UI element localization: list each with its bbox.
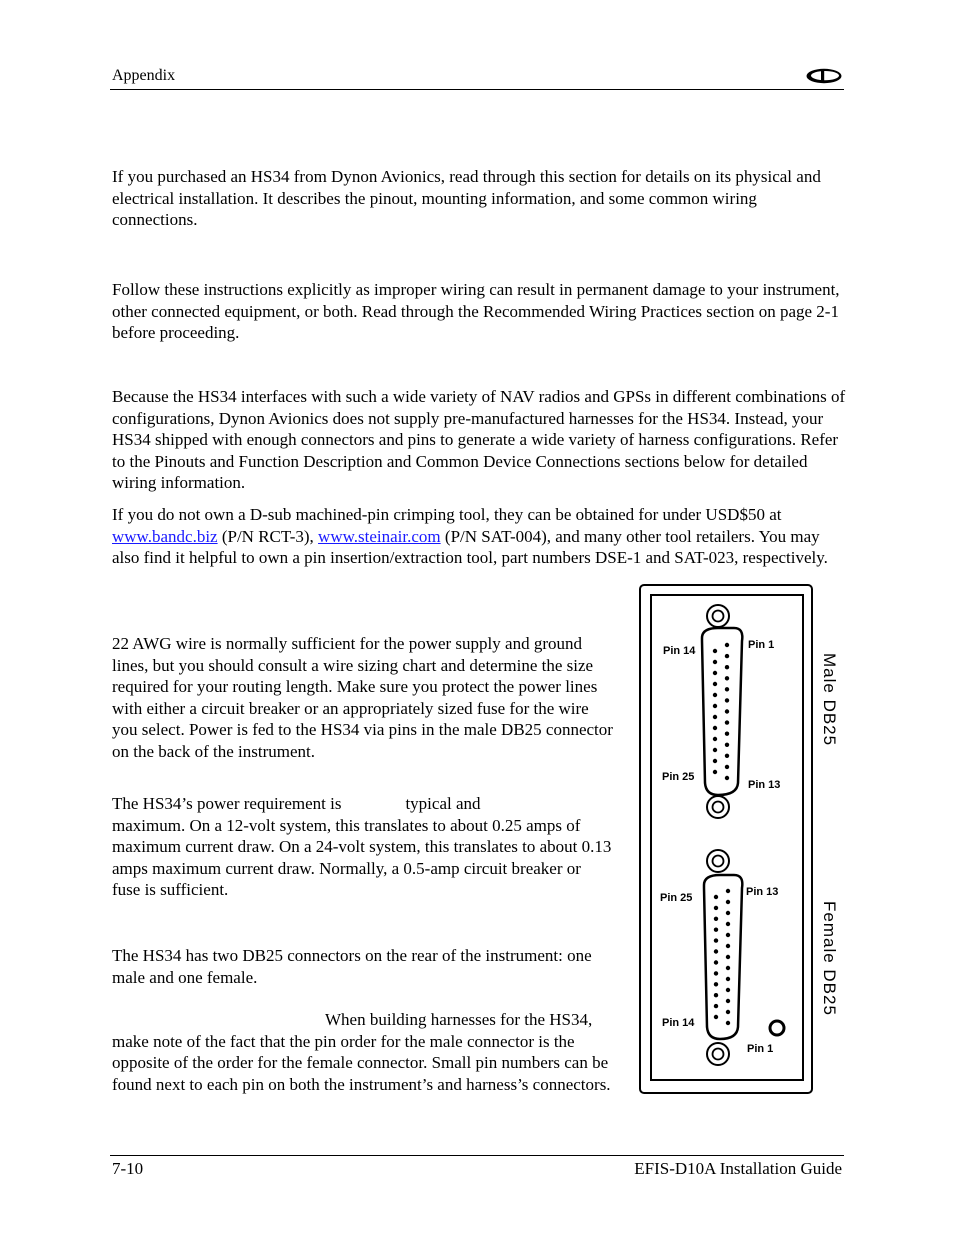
female-pin [726, 966, 730, 970]
steinair-link[interactable]: www.steinair.com [318, 526, 441, 546]
female-pin [714, 993, 718, 997]
female-pin [726, 922, 730, 926]
male-pin-bottom-right-label: Pin 13 [748, 779, 781, 791]
female-pin [726, 933, 730, 937]
power-requirement-paragraph [112, 793, 612, 901]
bandc-link[interactable]: www.bandc.biz [112, 526, 218, 546]
female-pin [714, 938, 718, 942]
female-pin [714, 971, 718, 975]
male-pin-top-left-label: Pin 14 [663, 645, 696, 657]
male-pin [725, 709, 729, 713]
male-pin [725, 754, 729, 758]
crimp-text-1: If you do not own a D-sub machined-pin crimping tool, they can be obtained for under USD$50 at [112, 505, 782, 524]
female-pin [714, 895, 718, 899]
male-pin [725, 676, 729, 680]
female-pin [726, 889, 730, 893]
male-pin [713, 682, 717, 686]
header-rule [110, 89, 844, 90]
female-pin [726, 955, 730, 959]
db25-connector-figure [638, 583, 842, 1097]
female-pin [726, 999, 730, 1003]
male-pin [713, 737, 717, 741]
male-pin [713, 671, 717, 675]
power-text-1: The HS34’s power requirement is [112, 794, 342, 813]
male-pin [725, 643, 729, 647]
male-shell [702, 628, 742, 795]
female-pin [714, 960, 718, 964]
male-pin [713, 704, 717, 708]
female-pin [714, 982, 718, 986]
crimp-tool-paragraph [112, 504, 842, 569]
intro-paragraph: If you purchased an HS34 from Dynon Avionics, read through this section for details on its physical and electrical installation. It describes the pinout, mounting information, and some common wiring connections. [112, 167, 821, 229]
male-pin [725, 776, 729, 780]
footer-rule [110, 1155, 844, 1156]
male-pin [725, 687, 729, 691]
female-pin-top-left-label: Pin 25 [660, 892, 693, 904]
female-pin [714, 917, 718, 921]
female-pin [714, 928, 718, 932]
female-pin [726, 911, 730, 915]
male-pin [713, 715, 717, 719]
female-pin [714, 906, 718, 910]
female-pin [726, 1010, 730, 1014]
power-text-2: typical and [405, 794, 481, 813]
male-pin [713, 693, 717, 697]
female-pin-bottom-right-label: Pin 1 [747, 1043, 774, 1055]
male-pin [725, 698, 729, 702]
male-pin [725, 720, 729, 724]
male-pin [713, 759, 717, 763]
male-pin [713, 726, 717, 730]
female-pin [726, 944, 730, 948]
female-pin [726, 977, 730, 981]
female-pin [726, 988, 730, 992]
female-db25-title: Female DB25 [820, 901, 839, 1016]
crimp-text-3: (P/N SAT-004), and many other tool retailers. You may also find it helpful to own a pin insertion/extraction tool, part numbers DSE-1 and SAT-023, respectively. [112, 526, 828, 567]
male-pin [725, 665, 729, 669]
power-text-3: maximum. On a 12-volt system, this translates to about 0.25 amps of maximum current draw. On a 24-volt system, this translates to about 0.13 amps maximum current draw. Normally, a 0.5-amp circuit breaker or fuse is sufficient. [112, 815, 612, 899]
male-pin [725, 732, 729, 736]
female-pin-bottom-left-label: Pin 14 [662, 1017, 695, 1029]
connectors-paragraph: The HS34 has two DB25 connectors on the rear of the instrument: one male and one female. [112, 946, 592, 987]
female-pin [726, 1021, 730, 1025]
female-pin-top-right-label: Pin 13 [746, 886, 779, 898]
female-pin [714, 1004, 718, 1008]
pin-order-paragraph: When building harnesses for the HS34, make note of the fact that the pin order for the male connector is the opposite of the order for the female connector. Small pin numbers can be found next to each pin on both the instrument’s and harness’s connectors. [112, 1010, 611, 1094]
male-pin [713, 649, 717, 653]
female-pin [714, 949, 718, 953]
header-section-title: Appendix [112, 67, 176, 84]
male-pin [713, 770, 717, 774]
male-pin [713, 660, 717, 664]
male-pin-bottom-left-label: Pin 25 [662, 771, 695, 783]
crimp-text-2: (P/N RCT-3), [217, 526, 319, 546]
dynon-logo-icon [804, 66, 844, 86]
female-pin [726, 900, 730, 904]
male-pin [725, 743, 729, 747]
footer-page-number: 7-10 [112, 1159, 144, 1178]
male-pin [725, 765, 729, 769]
female-shell [704, 875, 742, 1039]
male-pin [713, 748, 717, 752]
male-pin [725, 654, 729, 658]
harness-paragraph: Because the HS34 interfaces with such a wide variety of NAV radios and GPSs in different combinations of configurations, Dynon Avionics does not supply pre-manufactured harnesses for the HS34. Instead, your HS34 shipped with enough connectors and pins to generate a wide variety of harness configurations. Refer to the Pinouts and Function Description and Common Device Connections sections below for detailed wiring information. [112, 387, 846, 492]
male-db25-title: Male DB25 [820, 653, 839, 747]
wire-size-paragraph: 22 AWG wire is normally sufficient for the power supply and ground lines, but you should consult a wire sizing chart and determine the size required for your routing length. Make sure you protect the power lines with either a circuit breaker or an appropriately sized fuse for the wire you select. Power is fed to the HS34 via pins in the male DB25 connector on the back of the instrument. [112, 634, 613, 761]
female-pin [714, 1015, 718, 1019]
male-pin-top-right-label: Pin 1 [748, 639, 775, 651]
caution-paragraph: Follow these instructions explicitly as improper wiring can result in permanent damage to your instrument, other connected equipment, or both. Read through the Recommended Wiring Practices section on page 2-1 before proceeding. [112, 280, 840, 342]
footer-doc-title: EFIS-D10A Installation Guide [634, 1159, 842, 1178]
